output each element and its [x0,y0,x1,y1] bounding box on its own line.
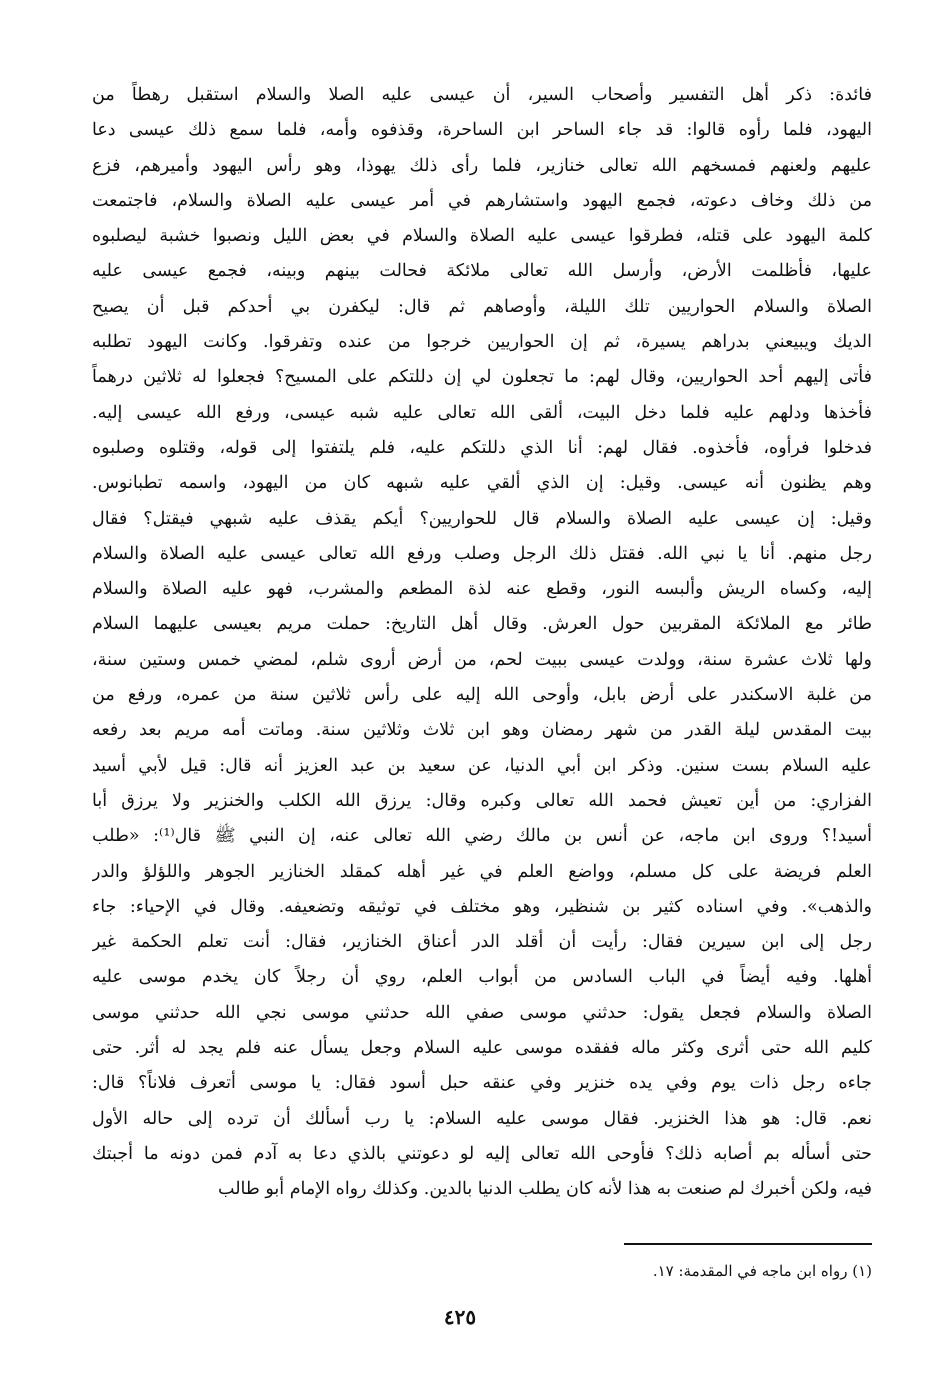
text-line: أسيد!؟ وروى ابن ماجه، عن أنس بن مالك رضي الله تعالى عنه، إن النبي ﷺ قال⁽¹⁾: «طلب [92,826,872,847]
text-line: بيت المقدس ليلة القدر من شهر رمضان وهو ابن ثلاث وثلاثين سنة. وماتت أمه مريم بعد رفعه [92,720,872,741]
page-number: ٤٢٥ [443,1305,477,1329]
text-line: فأتى إليهم أحد الحواريين، وقال لهم: ما تجعلون لي إن دللتكم على المسيح؟ فجعلوا له ثلاثين درهماً [92,367,872,388]
text-line: ولها ثلاث عشرة سنة، وولدت عيسى ببيت لحم، من أرض أروى شلم، لمضي خمس وستين سنة، [92,649,872,670]
text-line: والذهب». وفي اسناده كثير بن شنظير، وهو مختلف في توثيقه وتضعيفه. وقال في الإحياء: جاء [92,896,872,917]
text-line: عليهم ولعنهم فمسخهم الله تعالى خنازير، فلما رأى ذلك يهوذا، وهو رأس اليهود وأميرهم، فزع [92,155,872,176]
text-line: فدخلوا فرأوه، فأخذوه. فقال لهم: أنا الذي دللتكم عليه، فلم يلتفتوا إلى قوله، وقتلوه وصلبوه [92,437,872,458]
text-line: رجل إلى ابن سيرين فقال: رأيت أن أقلد الدر أعناق الخنازير، فقال: أنت تعلم الحكمة غير [92,932,872,953]
footnote-divider [624,1243,872,1245]
text-line: عليه السلام بست سنين. وذكر ابن أبي الدنيا، عن سعيد بن عبد العزيز أنه قال: قيل لأبي أسيد [92,755,872,776]
text-line: رجل منهم. أنا يا نبي الله. فقتل ذلك الرجل وصلب ورفع الله تعالى عيسى عليه الصلاة والسلام [92,543,872,564]
text-line: فأخذها ودلهم عليه فلما دخل البيت، ألقى الله تعالى عليه شبه عيسى، ورفع الله عيسى إليه. [92,402,872,423]
footnote: (١) رواه ابن ماجه في المقدمة: ١٧. [652,1262,872,1280]
text-line: اليهود، فلما رأوه قالوا: قد جاء الساحر ابن الساحرة، وقذفوه وأمه، فلما سمع ذلك عيسى دعا [92,120,872,141]
text-line: وقيل: إن عيسى عليه الصلاة والسلام قال للحواريين؟ أيكم يقذف عليه شبهي فيقتل؟ فقال [92,508,872,529]
text-line: الديك ويبيعني بدراهم يسيرة، ثم إن الحواريين خرجوا من عنده وتفرقوا. وكانت اليهود تطلبه [92,332,872,353]
text-line: عليها، فأظلمت الأرض، وأرسل الله تعالى ملائكة فحالت بينهم وبينه، فجمع عيسى عليه [92,261,872,282]
text-line: كلمة اليهود على قتله، فطرقوا عيسى عليه الصلاة والسلام في بعض الليل ونصبوا خشبة ليصلبوه [92,226,872,247]
text-line: الصلاة والسلام فجعل يقول: حدثني موسى صفي الله حدثني موسى نجي الله حدثني موسى [92,1002,872,1023]
main-text-block [92,78,872,1208]
text-line: العلم فريضة على كل مسلم، وواضع العلم في غير أهله كمقلد الخنازير الجوهر واللؤلؤ والدر [92,861,872,882]
text-line: الفزاري: من أين تعيش فحمد الله تعالى وكبره وقال: يرزق الله الكلب والخنزير ولا يرزق أبا [92,790,872,811]
text-line: نعم. قال: هو هذا الخنزير. فقال موسى عليه السلام: يا رب أسألك أن ترده إلى حاله الأول [92,1108,872,1129]
text-line: إليه، وكساه الريش وألبسه النور، وقطع عنه لذة المطعم والمشرب، فهو عليه الصلاة والسلام [92,579,872,600]
text-line: فيه، ولكن أخبرك لم صنعت به هذا لأنه كان يطلب الدنيا بالدين. وكذلك رواه الإمام أبو طالب [218,1179,872,1200]
text-line: فائدة: ذكر أهل التفسير وأصحاب السير، أن عيسى عليه الصلا والسلام استقبل رهطاً من [92,85,872,105]
text-line: من غلبة الاسكندر على أرض بابل، وأوحى الله إليه على رأس ثلاثين سنة من عمره، ورفع من [92,685,872,706]
text-line: جاءه رجل ذات يوم وفي يده خنزير وفي عنقه حبل أسود فقال: يا موسى أتعرف فلاناً؟ قال: [92,1073,872,1094]
text-line: أهلها. وفيه أيضاً في الباب السادس من أبواب العلم، روي أن رجلاً كان يخدم موسى عليه [92,967,872,988]
text-line: طائر مع الملائكة المقربين حول العرش. وقال أهل التاريخ: حملت مريم بعيسى عليهما السلام [92,614,872,635]
text-line: كليم الله حتى أثرى وكثر ماله ففقده موسى عليه السلام وجعل يسأل عنه فلم يجد له أثر. حتى [92,1038,872,1059]
text-line: من ذلك وخاف دعوته، فجمع اليهود واستشارهم في أمر عيسى عليه الصلاة والسلام، فاجتمعت [92,190,872,211]
text-line: الصلاة والسلام الحواريين تلك الليلة، وأوصاهم ثم قال: ليكفرن بي أحدكم قبل أن يصيح [92,296,872,317]
text-line: حتى أسأله بم أصابه ذلك؟ فأوحى الله تعالى إليه لو دعوتني بالذي دعا به آدم فمن دونه ما أجبتك [92,1143,872,1164]
text-line: وهم يظنون أنه عيسى. وقيل: إن الذي ألقي عليه شبهه كان من اليهود، واسمه تطبانوس. [92,473,872,494]
